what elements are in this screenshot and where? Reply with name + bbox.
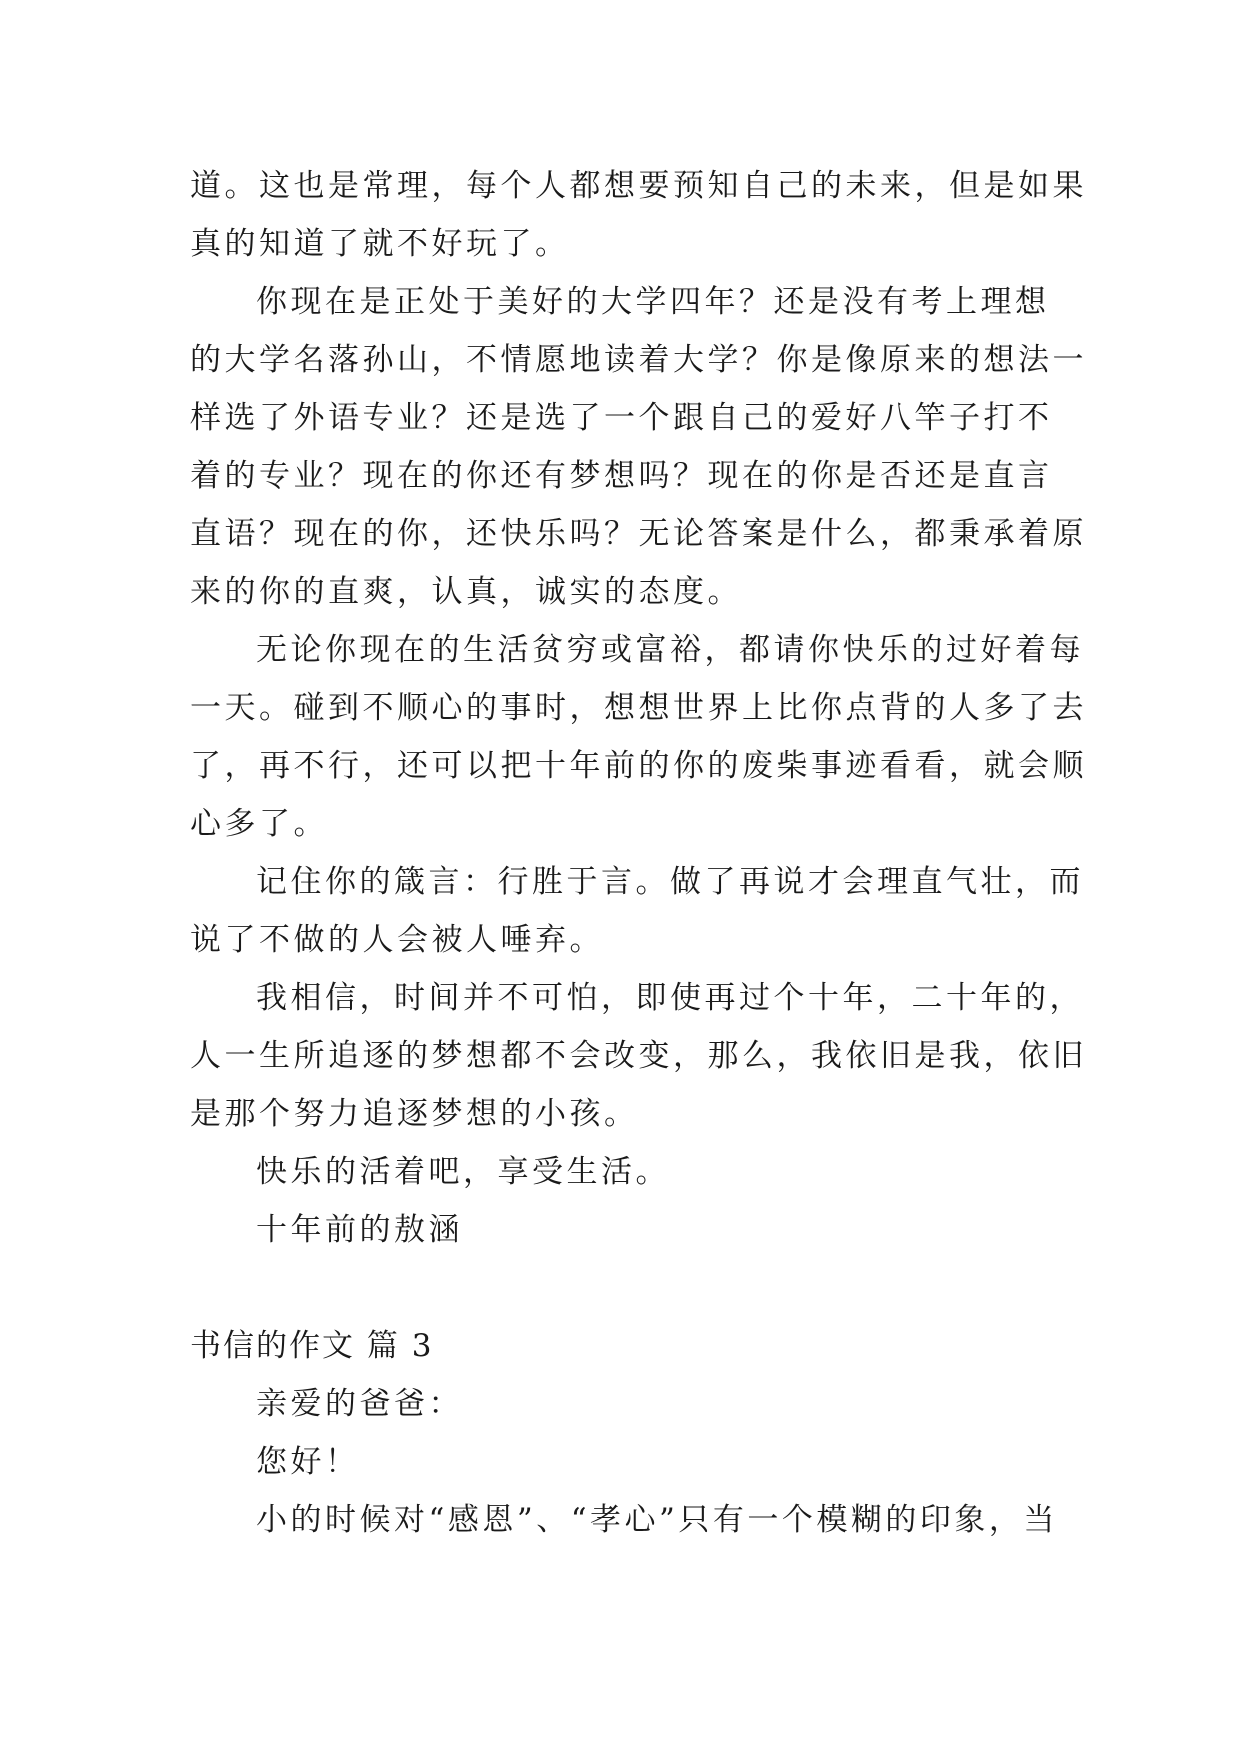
paragraph-line: 人一生所追逐的梦想都不会改变，那么，我依旧是我，依旧 [190,1038,1087,1074]
paragraph-line: 记住你的箴言：行胜于言。做了再说才会理直气壮，而 [256,864,1084,900]
paragraph-line: 道。这也是常理，每个人都想要预知自己的未来，但是如果 [190,168,1087,204]
salutation-line: 亲爱的爸爸： [256,1386,463,1422]
paragraph-line: 我相信，时间并不可怕，即使再过个十年，二十年的， [256,980,1084,1016]
paragraph-line: 快乐的活着吧，享受生活。 [256,1154,670,1190]
paragraph-line: 无论你现在的生活贫穷或富裕，都请你快乐的过好着每 [256,632,1084,668]
paragraph-line: 说了不做的人会被人唾弃。 [190,922,604,958]
paragraph-line: 你现在是正处于美好的大学四年？还是没有考上理想 [256,284,1050,320]
paragraph-line: 一天。碰到不顺心的事时，想想世界上比你点背的人多了去 [190,690,1087,726]
paragraph-line: 的大学名落孙山，不情愿地读着大学？你是像原来的想法一 [190,342,1087,378]
paragraph-line: 了，再不行，还可以把十年前的你的废柴事迹看看，就会顺 [190,748,1087,784]
greeting-line: 您好！ [256,1444,360,1480]
paragraph-line: 着的专业？现在的你还有梦想吗？现在的你是否还是直言 [190,458,1053,494]
paragraph-line: 心多了。 [190,806,328,842]
section-heading: 书信的作文 篇 3 [190,1328,434,1364]
paragraph-line: 真的知道了就不好玩了。 [190,226,570,262]
paragraph-line: 小的时候对“感恩”、“孝心”只有一个模糊的印象，当 [256,1502,1058,1538]
paragraph-line: 是那个努力追逐梦想的小孩。 [190,1096,639,1132]
paragraph-line: 样选了外语专业？还是选了一个跟自己的爱好八竿子打不 [190,400,1053,436]
paragraph-line: 直语？现在的你，还快乐吗？无论答案是什么，都秉承着原 [190,516,1087,552]
signature-line: 十年前的敖涵 [256,1212,463,1248]
paragraph-line: 来的你的直爽，认真，诚实的态度。 [190,574,742,610]
